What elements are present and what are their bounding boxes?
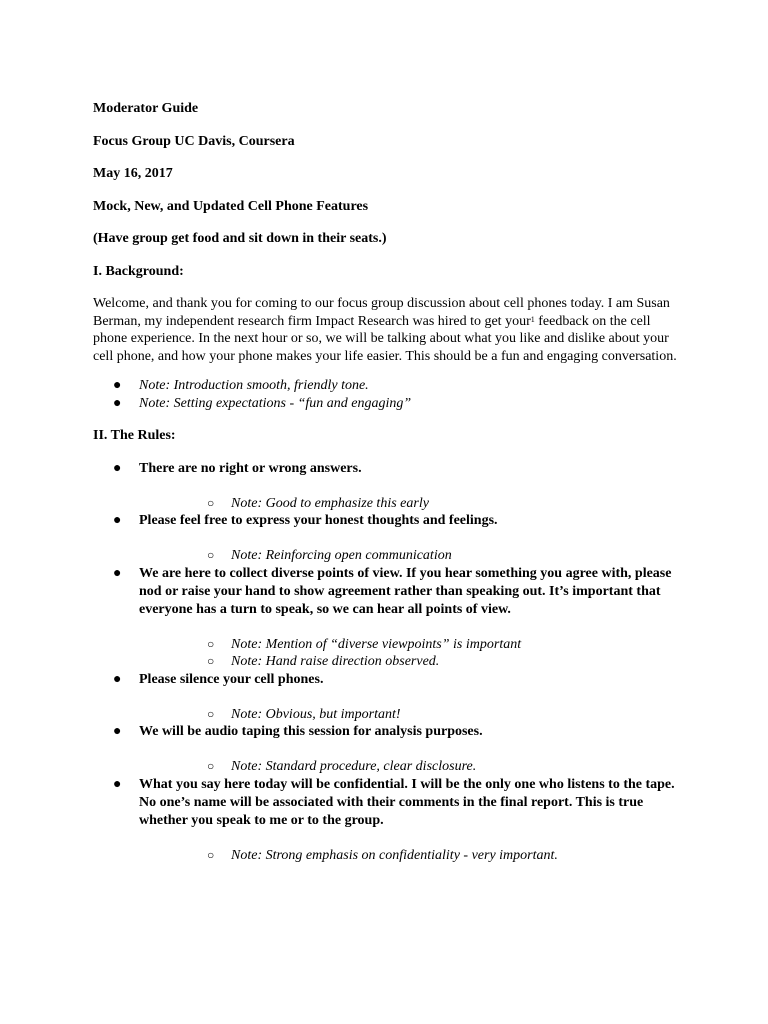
rule-text: Please feel free to express your honest thoughts and feelings. xyxy=(139,513,498,528)
circle-bullet-icon: ○ xyxy=(207,495,215,510)
rule-item xyxy=(93,723,683,776)
background-notes xyxy=(93,377,683,412)
doc-topic: Mock, New, and Updated Cell Phone Features xyxy=(93,198,369,214)
background-note: ● Note: Setting expectations - “fun and engaging” xyxy=(113,395,412,411)
rule-text: Please silence your cell phones. xyxy=(139,671,324,687)
rule-text: We will be audio taping this session for analysis purposes. xyxy=(139,724,483,739)
rule-item xyxy=(93,512,683,565)
doc-instruction: (Have group get food and sit down in their seats.) xyxy=(93,231,387,246)
rule-notes xyxy=(139,758,683,776)
rule-text: What you say here today will be confidential. I will be the only one who listens to the tape. No one’s name will be associated with their comments in the final report. This is true whether you speak to me or to the group. xyxy=(139,776,675,828)
rule-notes xyxy=(139,636,683,671)
bullet-icon: ● xyxy=(113,378,122,393)
bullet-icon: ● xyxy=(113,671,122,687)
rule-text: There are no right or wrong answers. xyxy=(139,460,362,476)
circle-bullet-icon: ○ xyxy=(207,847,215,862)
rule-item xyxy=(93,671,683,724)
document-page xyxy=(93,100,683,864)
background-paragraph xyxy=(93,295,683,365)
rule-note: ○ Note: Obvious, but important! xyxy=(207,706,401,722)
rule-note: ○ Note: Standard procedure, clear disclosure. xyxy=(207,759,477,774)
rule-notes xyxy=(139,547,683,565)
footnote-mark: 1 xyxy=(530,314,535,324)
rule-note: ○ Note: Reinforcing open communication xyxy=(207,548,452,563)
doc-group: Focus Group UC Davis, Coursera xyxy=(93,133,295,149)
doc-title: Moderator Guide xyxy=(93,101,199,116)
rule-text: We are here to collect diverse points of view. If you hear something you agree with, please nod or raise your hand to show agreement rather than speaking out. It’s important that everyone has a turn to speak, so we can hear all points of view. xyxy=(139,565,672,617)
circle-bullet-icon: ○ xyxy=(207,654,215,668)
rule-note: ○ Note: Good to emphasize this early xyxy=(207,495,429,511)
rule-note: ○ Note: Hand raise direction observed. xyxy=(207,654,440,669)
background-note: ● Note: Introduction smooth, friendly tone. xyxy=(113,378,369,393)
rule-item xyxy=(93,460,683,513)
rule-item xyxy=(93,565,683,671)
rule-item xyxy=(93,776,683,865)
bullet-icon: ● xyxy=(113,565,122,581)
rule-notes xyxy=(139,706,683,724)
doc-date: May 16, 2017 xyxy=(93,166,173,181)
bullet-icon: ● xyxy=(113,724,122,739)
circle-bullet-icon: ○ xyxy=(207,759,215,773)
bullet-icon: ● xyxy=(113,395,122,411)
bullet-icon: ● xyxy=(113,460,122,476)
rule-note: ○ Note: Strong emphasis on confidentiality - very important. xyxy=(207,847,558,863)
background-text-part1: Welcome, and thank you for coming to our focus group discussion about cell phones today. I am Susan Berman, my independent research firm Impact Research was hired to get your xyxy=(93,296,670,329)
background-text-part2: feedback on the cell phone experience. In the next hour or so, we will be talking about what you like and dislike about your cell phone, and how your phone makes your life easier. This should be a fun and engaging conversation. xyxy=(93,313,677,364)
circle-bullet-icon: ○ xyxy=(207,706,215,721)
rule-note: ○ Note: Mention of “diverse viewpoints” is important xyxy=(207,636,522,652)
rules-list xyxy=(93,460,683,865)
bullet-icon: ● xyxy=(113,776,122,792)
circle-bullet-icon: ○ xyxy=(207,548,215,562)
circle-bullet-icon: ○ xyxy=(207,636,215,651)
section-background-heading: I. Background: xyxy=(93,263,184,279)
rule-notes xyxy=(139,495,683,513)
section-rules-heading: II. The Rules: xyxy=(93,428,176,443)
rule-notes xyxy=(139,847,683,865)
bullet-icon: ● xyxy=(113,513,122,528)
